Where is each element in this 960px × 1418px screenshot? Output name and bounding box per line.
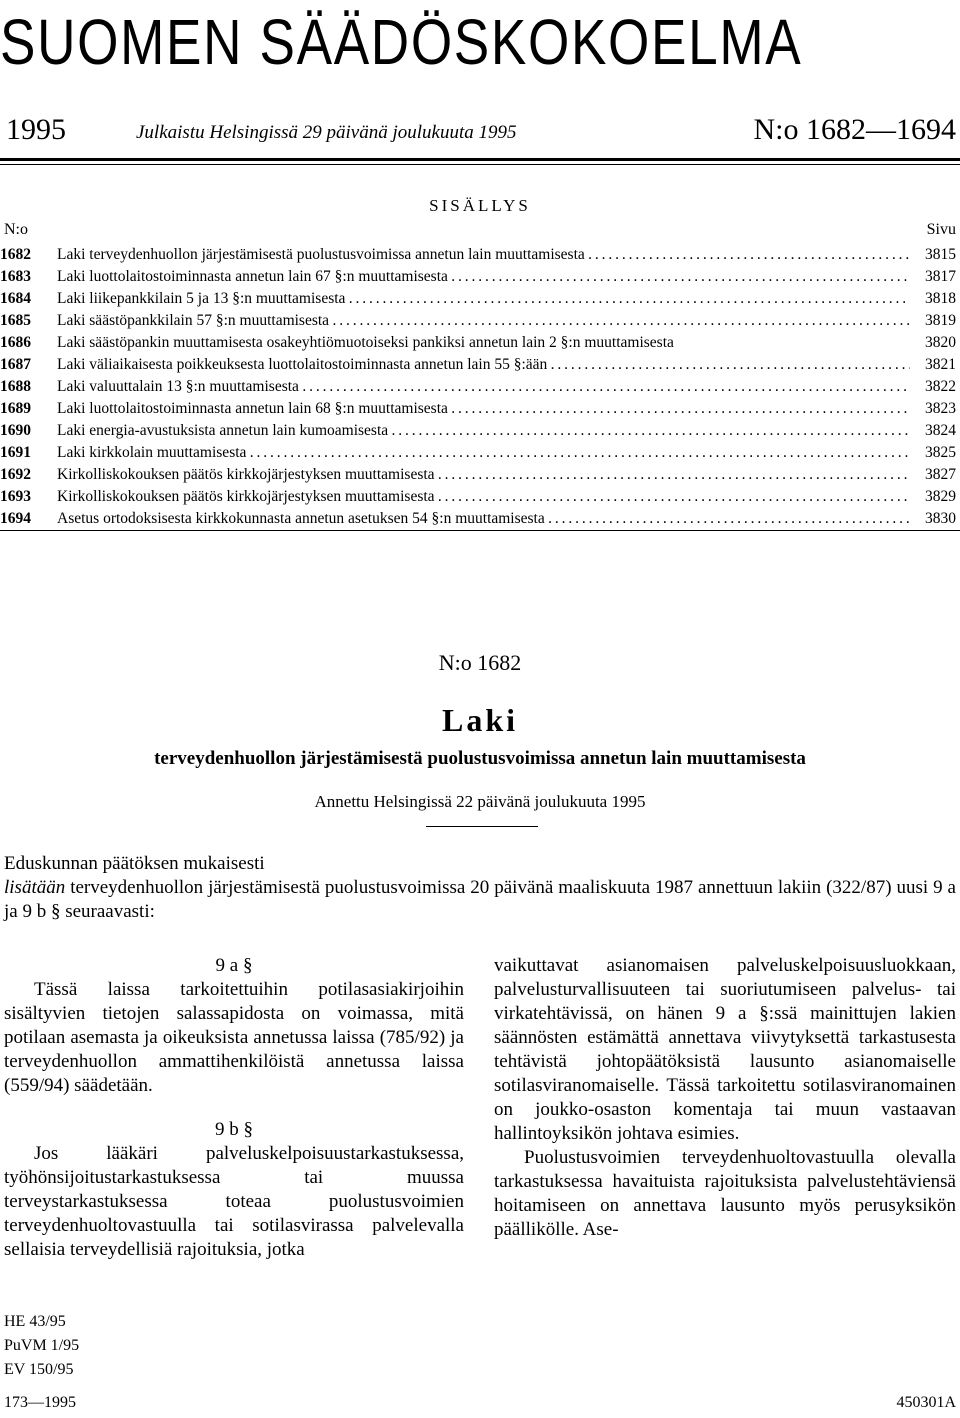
toc-entry-title: Laki luottolaitostoiminnasta annetun lain 67 §:n muuttamisesta . . . xyxy=(57,266,910,288)
toc-number: 1684 xyxy=(0,290,31,307)
toc-entry-title: Laki liikepankkilain 5 ja 13 §:n muuttamisesta . . . xyxy=(57,288,910,310)
issue-numbers: N:o 1682—1694 xyxy=(753,113,956,146)
title-divider xyxy=(426,826,538,827)
toc-row[interactable] xyxy=(0,420,960,442)
legislative-references xyxy=(4,1310,79,1382)
toc-page: 3817 xyxy=(925,268,956,285)
right-column xyxy=(494,954,956,1242)
toc-rule xyxy=(0,530,960,531)
toc-row[interactable] xyxy=(0,288,960,310)
preamble-decision xyxy=(4,876,956,924)
toc-number: 1693 xyxy=(0,488,31,505)
section-9a-heading: 9 a § xyxy=(215,955,253,976)
section-9b-paragraph-2: Puolustusvoimien terveydenhuoltovastuulla olevalla tarkastuksessa havaituista rajoituksista palvelustehtäviensä hoitamiseen on annettava lausunto myös perusyksikön päällikölle. Ase- xyxy=(494,1147,956,1240)
toc-row[interactable] xyxy=(0,244,960,266)
toc-number: 1692 xyxy=(0,466,31,483)
toc-entry-title: Laki säästöpankkilain 57 §:n muuttamisesta . . . xyxy=(57,310,910,332)
act-date: Annettu Helsingissä 22 päivänä joulukuuta 1995 xyxy=(314,792,646,811)
section-9b-continued: vaikuttavat asianomaisen palveluskelpoisuusluokkaan, palvelusturvallisuuteen tai suoriutumiseen palvelus- tai virkatehtävissä, on hänen 9 a §:ssä mainittujen lakien säännösten estämättä annettava viivytyksettä tarkastusesta tehtävistä johtopäätöksistä lausunto asianomaiselle sotilasviranomaiselle. Tässä tarkoitettu sotilasviranomainen on joukko-osaston komentaja tai muun vastaavan hallintoyksikön johtava esimies. xyxy=(494,955,956,1144)
toc-number: 1690 xyxy=(0,422,31,439)
toc-page: 3820 xyxy=(925,334,956,351)
toc-entry-title: Laki energia-avustuksista annetun lain kumoamisesta . . . xyxy=(57,420,910,442)
left-column xyxy=(4,954,464,1262)
toc-page: 3824 xyxy=(925,422,956,439)
toc-row[interactable] xyxy=(0,464,960,486)
toc-row[interactable] xyxy=(0,354,960,376)
section-9b-text: Jos lääkäri palveluskelpoisuustarkastuksessa, työhönsijoitustarkastuksessa tai muussa terveystarkastuksessa toteaa puolustusvoimien terveydenhuoltovastuulla tai sotilasvirassa palvelevalla sellaisia terveydellisiä rajoituksia, jotka xyxy=(4,1143,464,1260)
toc-page: 3815 xyxy=(925,246,956,263)
toc-row[interactable] xyxy=(0,332,960,354)
decision-text: terveydenhuollon järjestämisestä puolustusvoimissa 20 päivänä maaliskuuta 1987 annettuun lakiin (322/87) uusi 9 a ja 9 b § seuraavasti: xyxy=(4,877,956,922)
toc-row[interactable] xyxy=(0,486,960,508)
toc-list xyxy=(0,244,960,530)
footer-print-code: 450301A xyxy=(896,1394,956,1411)
preamble-intro: Eduskunnan päätöksen mukaisesti xyxy=(4,853,265,874)
toc-page: 3823 xyxy=(925,400,956,417)
toc-page: 3825 xyxy=(925,444,956,461)
toc-number: 1688 xyxy=(0,378,31,395)
decision-word: lisätään xyxy=(4,877,66,898)
toc-number: 1686 xyxy=(0,334,31,351)
toc-page: 3830 xyxy=(925,510,956,527)
toc-number: 1689 xyxy=(0,400,31,417)
toc-page: 3829 xyxy=(925,488,956,505)
header-rule-thick xyxy=(0,158,960,161)
toc-page: 3819 xyxy=(925,312,956,329)
reference-ev: EV 150/95 xyxy=(4,1361,74,1378)
toc-col-page: Sivu xyxy=(926,221,956,238)
act-number: N:o 1682 xyxy=(438,650,522,675)
reference-he: HE 43/95 xyxy=(4,1313,66,1330)
section-spacer xyxy=(4,1098,464,1118)
section-9a-text: Tässä laissa tarkoitettuihin potilasasiakirjoihin sisältyvien tietojen salassapidosta on voimassa, mitä potilaan asemasta ja oikeuksista annetussa laissa (785/92) ja terveydenhuollon ammattihenkilöistä annetussa laissa (559/94) säädetään. xyxy=(4,979,464,1096)
reference-puvm: PuVM 1/95 xyxy=(4,1337,80,1354)
issue-headline xyxy=(6,110,956,150)
toc-entry-title: Kirkolliskokouksen päätös kirkkojärjestyksen muuttamisesta . . . xyxy=(57,486,910,508)
toc-row[interactable] xyxy=(0,508,960,530)
act-title: terveydenhuollon järjestämisestä puolustusvoimissa annetun lain muuttamisesta xyxy=(154,748,806,769)
toc-entry-title: Laki väliaikaisesta poikkeuksesta luottolaitostoiminnasta annetun lain 55 §:ään . . . xyxy=(57,354,910,376)
toc-row[interactable] xyxy=(0,266,960,288)
toc-number: 1691 xyxy=(0,444,31,461)
toc-row[interactable] xyxy=(0,398,960,420)
header-rule-thin xyxy=(0,164,960,165)
toc-row[interactable] xyxy=(0,376,960,398)
issue-year: 1995 xyxy=(6,113,66,146)
toc-entry-title: Laki kirkkolain muuttamisesta . . . xyxy=(57,442,910,464)
toc-number: 1682 xyxy=(0,246,31,263)
toc-entry-title: Laki valuuttalain 13 §:n muuttamisesta . . . xyxy=(57,376,910,398)
act-preamble xyxy=(4,852,956,924)
toc-number: 1694 xyxy=(0,510,31,527)
toc-col-number: N:o xyxy=(4,221,28,238)
toc-page: 3821 xyxy=(925,356,956,373)
toc-number: 1687 xyxy=(0,356,31,373)
toc-entry-title: Asetus ortodoksisesta kirkkokunnasta annetun asetuksen 54 §:n muuttamisesta . . . xyxy=(57,508,910,530)
toc-page: 3818 xyxy=(925,290,956,307)
toc-number: 1685 xyxy=(0,312,31,329)
footer-issue-code: 173—1995 xyxy=(4,1394,76,1411)
toc-entry-title: Kirkolliskokouksen päätös kirkkojärjestyksen muuttamisesta . . . xyxy=(57,464,910,486)
toc-entry-title: Laki terveydenhuollon järjestämisestä puolustusvoimissa annetun lain muuttamisesta . . . xyxy=(57,244,910,266)
masthead-title: SUOMEN SÄÄDÖSKOKOELMA xyxy=(0,6,803,78)
toc-row[interactable] xyxy=(0,310,960,332)
section-9b-heading: 9 b § xyxy=(215,1119,253,1140)
toc-number: 1683 xyxy=(0,268,31,285)
publication-date: Julkaistu Helsingissä 29 päivänä joulukuuta 1995 xyxy=(136,122,517,143)
toc-page: 3827 xyxy=(925,466,956,483)
toc-title: SISÄLLYS xyxy=(429,196,531,215)
toc-entry-title: Laki luottolaitostoiminnasta annetun lain 68 §:n muuttamisesta . . . xyxy=(57,398,910,420)
toc-row[interactable] xyxy=(0,442,960,464)
toc-entry-title: Laki säästöpankin muuttamisesta osakeyhtiömuotoiseksi pankiksi annetun lain 2 §:n muuttamisesta xyxy=(57,334,674,351)
toc-page: 3822 xyxy=(925,378,956,395)
act-type: Laki xyxy=(441,702,519,738)
